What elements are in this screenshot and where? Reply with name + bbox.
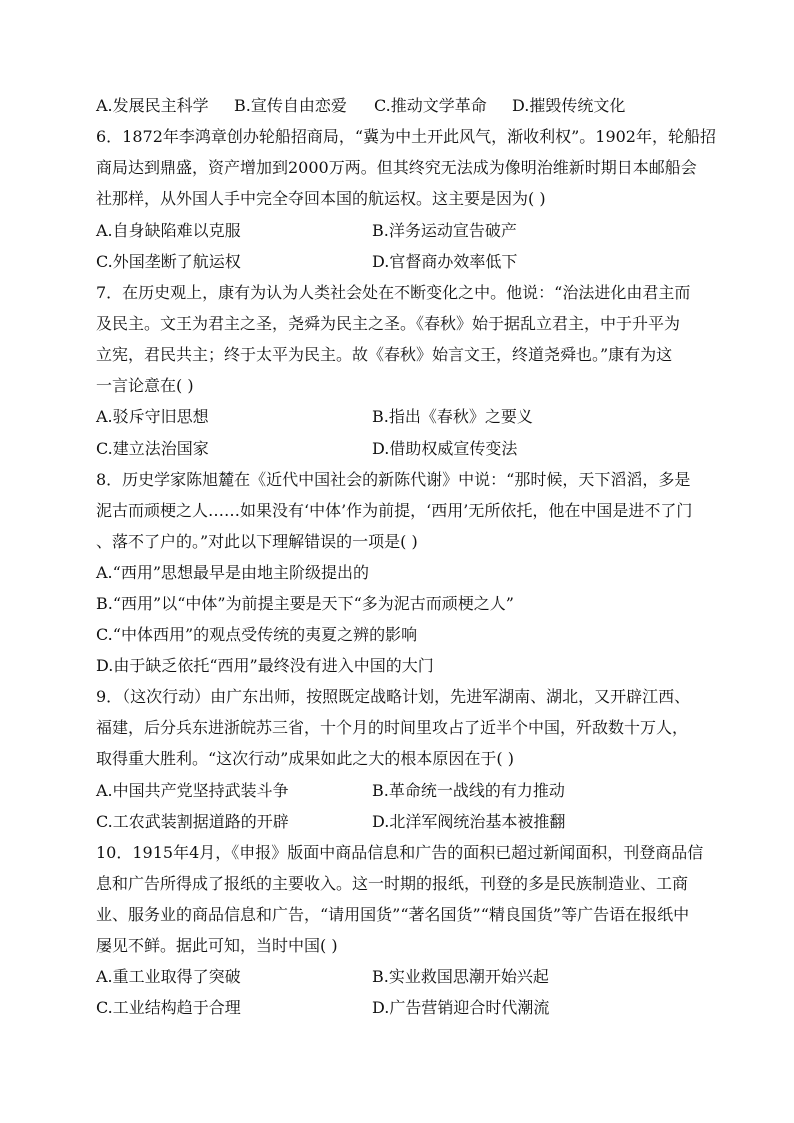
q9-stem-line-2: 福建，后分兵东进浙皖苏三省，十个月的时间里攻占了近半个中国，歼敌数十万人， xyxy=(96,718,689,737)
q10-option-a: A.重工业取得了突破 xyxy=(96,967,241,986)
q10-option-c: C.工业结构趋于合理 xyxy=(96,998,241,1017)
q5-option-d: D.摧毁传统文化 xyxy=(512,96,626,115)
q7-option-c: C.建立法治国家 xyxy=(96,439,209,458)
q7-option-d: D.借助权威宣传变法 xyxy=(372,439,518,458)
q7-option-a: A.驳斥守旧思想 xyxy=(96,407,209,426)
q6-option-a: A.自身缺陷难以克服 xyxy=(96,221,241,240)
q9-option-a: A.中国共产党坚持武装斗争 xyxy=(96,781,289,800)
q10-stem-line-1: 10．1915年4月，《申报》版面中商品信息和广告的面积已超过新闻面积，刊登商品信 xyxy=(96,843,704,862)
q5-option-b: B.宣传自由恋爱 xyxy=(234,96,347,115)
q10-stem-line-2: 息和广告所得成了报纸的主要收入。这一时期的报纸，刊登的多是民族制造业、工商 xyxy=(96,874,689,893)
q8-stem-line-2: 泥古而顽梗之人……如果没有‘中体’作为前提，‘西用’无所依托，他在中国是进不了门 xyxy=(96,501,693,520)
q9-stem-line-1: 9．（这次行动）由广东出师，按照既定战略计划，先进军湖南、湖北，又开辟江西、 xyxy=(96,687,691,706)
q9-option-c: C.工农武装割据道路的开辟 xyxy=(96,812,289,831)
q8-option-b: B.“西用”以“中体”为前提主要是天下“多为泥古而顽梗之人” xyxy=(96,594,514,613)
q8-option-d: D.由于缺乏依托“西用”最终没有进入中国的大门 xyxy=(96,656,434,675)
q6-option-c: C.外国垄断了航运权 xyxy=(96,252,241,271)
q5-option-c: C.推动文学革命 xyxy=(374,96,487,115)
q8-option-c: C.“中体西用”的观点受传统的夷夏之辨的影响 xyxy=(96,625,418,644)
q8-stem-line-3: 、落不了户的。”对此以下理解错误的一项是( ) xyxy=(96,532,418,551)
q9-stem-line-3: 取得重大胜利。“这次行动”成果如此之大的根本原因在于( ) xyxy=(96,749,514,768)
q7-stem-line-3: 立宪，君民共主；终于太平为民主。故《春秋》始言文王，终道尧舜也。”康有为这 xyxy=(96,345,673,364)
q10-stem-line-4: 屡见不鲜。据此可知，当时中国( ) xyxy=(96,936,338,955)
q7-option-b: B.指出《春秋》之要义 xyxy=(372,407,533,426)
q7-stem-line-1: 7．在历史观上，康有为认为人类社会处在不断变化之中。他说：“治法进化由君主而 xyxy=(96,283,691,302)
q9-option-b: B.革命统一战线的有力推动 xyxy=(372,781,565,800)
q6-stem-line-2: 商局达到鼎盛，资产增加到2000万两。但其终究无法成为像明治维新时期日本邮船会 xyxy=(96,158,697,177)
q6-stem-line-3: 社那样，从外国人手中完全夺回本国的航运权。这主要是因为( ) xyxy=(96,189,546,208)
q6-stem-line-1: 6．1872年李鸿章创办轮船招商局，“冀为中土开此风气，渐收利权”。1902年，轮船招 xyxy=(96,127,716,146)
q9-option-d: D.北洋军阀统治基本被推翻 xyxy=(372,812,566,831)
q6-option-b: B.洋务运动宣告破产 xyxy=(372,221,517,240)
q10-option-b: B.实业救国思潮开始兴起 xyxy=(372,967,549,986)
q8-stem-line-1: 8．历史学家陈旭麓在《近代中国社会的新陈代谢》中说：“那时候，天下滔滔，多是 xyxy=(96,470,691,489)
q8-option-a: A.“西用”思想最早是由地主阶级提出的 xyxy=(96,563,370,582)
q7-stem-line-4: 一言论意在( ) xyxy=(96,376,194,395)
q7-stem-line-2: 及民主。文王为君主之圣，尧舜为民主之圣。《春秋》始于据乱立君主，中于升平为 xyxy=(96,314,681,333)
q10-option-d: D.广告营销迎合时代潮流 xyxy=(372,998,550,1017)
q10-stem-line-3: 业、服务业的商品信息和广告，“请用国货”“著名国货”“精良国货”等广告语在报纸中 xyxy=(96,905,690,924)
q6-option-d: D.官督商办效率低下 xyxy=(372,252,518,271)
q5-option-a: A.发展民主科学 xyxy=(96,96,209,115)
